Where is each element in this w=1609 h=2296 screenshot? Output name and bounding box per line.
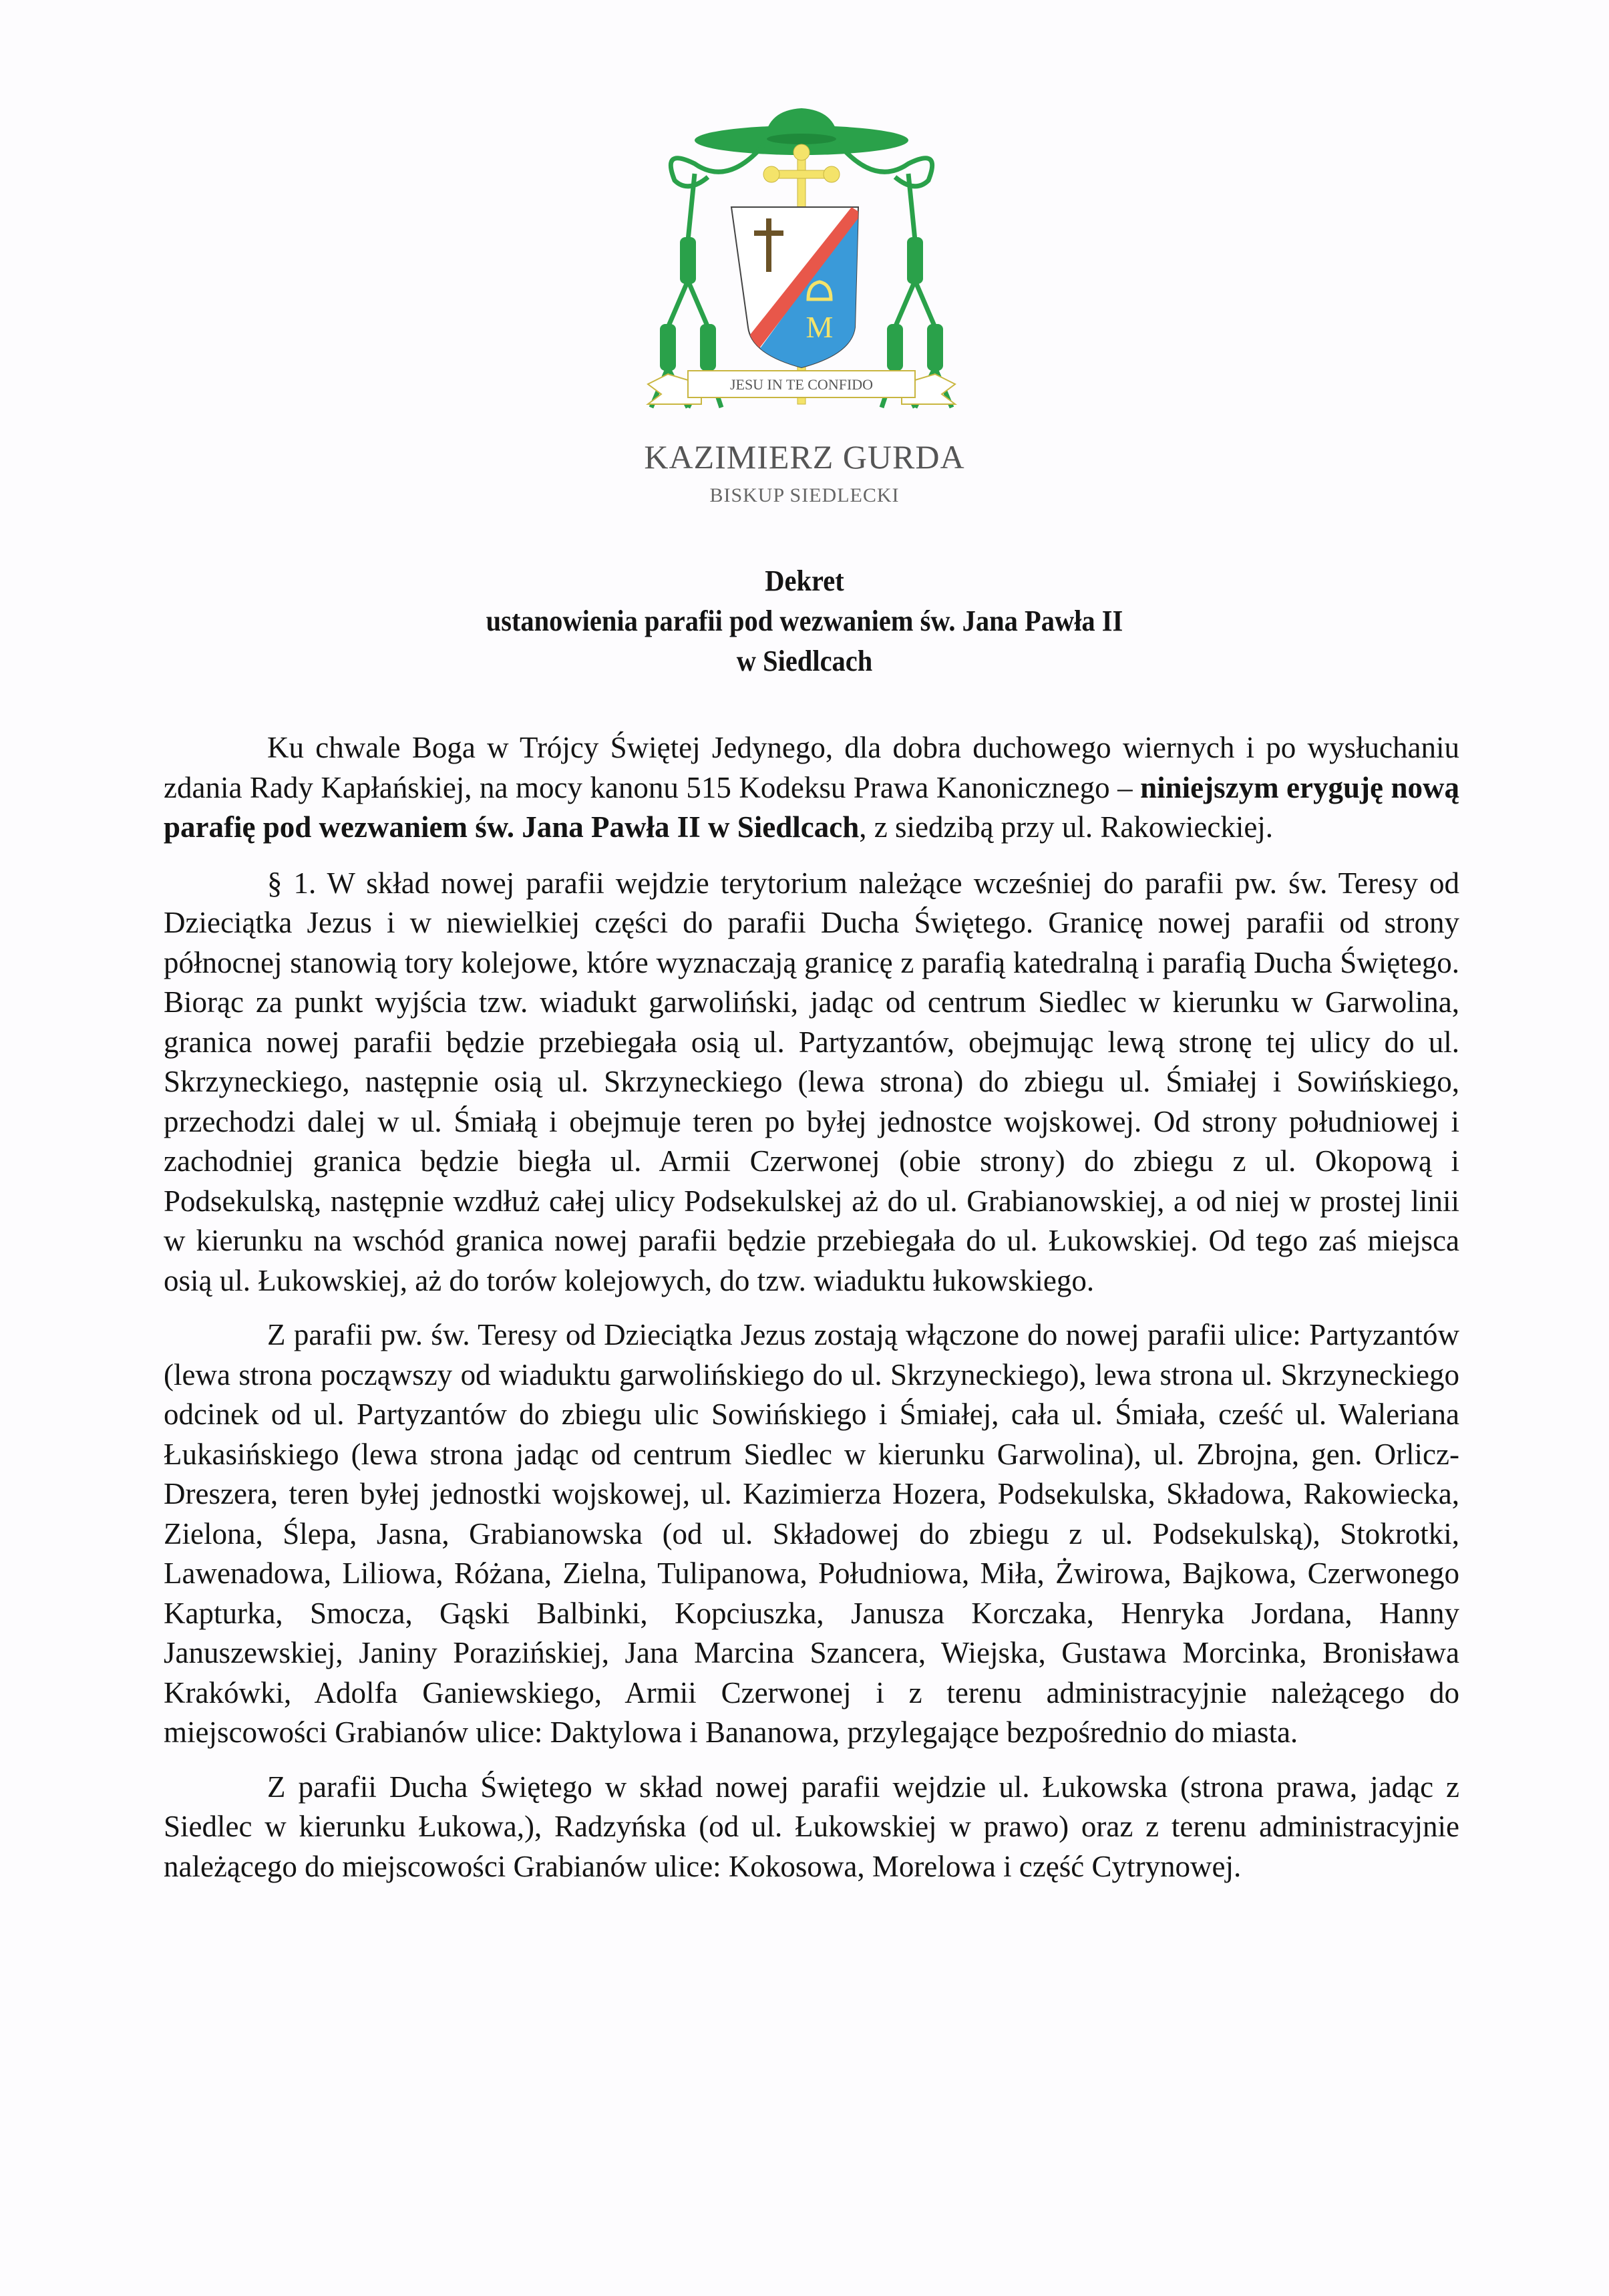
title-line-2: ustanowienia parafii pod wezwaniem św. Jana Pawła II <box>486 605 1123 637</box>
title-line-3: w Siedlcach <box>736 645 873 677</box>
paragraph-holy-spirit-streets: Z parafii Ducha Świętego w skład nowej parafii wejdzie ul. Łukowska (strona prawa, jadąc z Siedlec w kierunku Łukowa,), Radzyńska (od ul. Łukowskiej w prawo) oraz z terenu administracyjnie należącego do miejscowości Grabianów ulice: Kokosowa, Morelowa i część Cytrynowej. <box>164 1770 1459 1883</box>
coat-of-arms-image <box>621 87 982 414</box>
motto-text: JESU IN TE CONFIDO <box>729 376 874 393</box>
coat-of-arms <box>621 87 982 414</box>
title-line-1: Dekret <box>765 564 844 597</box>
author-title: BISKUP SIEDLECKI <box>709 484 900 506</box>
preamble-decree-bold: niniejszym eryguję nową parafię pod wezwaniem św. Jana Pawła II w Siedlcach <box>164 770 1459 844</box>
paragraph-teresa-streets: Z parafii pw. św. Teresy od Dzieciątka Jezus zostają włączone do nowej parafii ulice: Partyzantów (lewa strona począwszy od wiaduktu garwolińskiego do ul. Skrzyneckiego), lewa strona ul. Skrzyneckiego odcinek od ul. Partyzantów do zbiegu ulic Sowińskiego i Śmiałej, cała ul. Śmiała, cześć ul. Waleriana Łukasińskiego (lewa strona jadąc od centrum Siedlec w kierunku Garwolina), ul. Zbrojna, gen. Orlicz-Dreszera, teren byłej jednostki wojskowej, ul. Kazimierza Hozera, Podsekulska, Składowa, Rakowiecka, Zielona, Ślepa, Jasna, Grabianowska (od ul. Składowej do zbiegu z ul. Podsekulską), Stokrotki, Lawenadowa, Liliowa, Różana, Zielna, Tulipanowa, Południowa, Miła, Żwirowa, Bajkowa, Czerwonego Kapturka, Smocza, Gąski Balbinki, Kopciuszka, Janusza Korczaka, Henryka Jordana, Hanny Januszewskiej, Janiny Porazińskiej, Jana Marcina Szancera, Wiejska, Gustawa Morcinka, Bronisława Krakówki, Adolfa Ganiewskiego, Armii Czerwonej i z terenu administracyjnie należącego do miejscowości Grabianów ulice: Daktylowa i Bananowa, przylegające bezpośrednio do miasta. <box>164 1318 1459 1749</box>
author-name: KAZIMIERZ GURDA <box>644 438 965 476</box>
preamble-text-b: , z siedzibą przy ul. Rakowieckiej. <box>859 810 1274 844</box>
paragraph-preamble <box>164 728 1459 848</box>
shield-icon <box>731 207 862 374</box>
svg-text:M: M <box>806 310 834 344</box>
preamble-text-a: Ku chwale Boga w Trójcy Świętej Jedynego, dla dobra duchowego wiernych i po wysłuchaniu zdania Rady Kapłańskiej, na mocy kanonu 515 Kodeksu Prawa Kanonicznego – <box>164 731 1459 804</box>
document-title <box>64 561 1544 681</box>
document-body <box>164 728 1459 1901</box>
paragraph-section-1: § 1. W skład nowej parafii wejdzie terytorium należące wcześniej do parafii pw. św. Teresy od Dzieciątka Jezus i w niewielkiej części do parafii Ducha Świętego. Granicę nowej parafii od strony północnej stanowią tory kolejowe, które wyznaczają granicę z parafią katedralną i parafią Ducha Świętego. Biorąc za punkt wyjścia tzw. wiadukt garwoliński, jadąc od centrum Siedlec w kierunku w Garwolina, granica nowej parafii będzie przebiegała osią ul. Partyzantów, obejmując lewą stronę tej ulicy do ul. Skrzyneckiego, następnie osią ul. Skrzyneckiego (lewa strona) do zbiegu ul. Śmiałej i Sowińskiego, przechodzi dalej w ul. Śmiałą i obejmuje teren po byłej jednostce wojskowej. Od strony południowej i zachodniej granica będzie biegła ul. Armii Czerwonej (obie strony) do zbiegu z ul. Okopową i Podsekulską, następnie wzdłuż całej ulicy Podsekulskej aż do ul. Grabianowskiej, a od niej w prostej linii w kierunku na wschód granica nowej parafii będzie przebiegała do ul. Łukowskiej. Od tego zaś miejsca osią ul. Łukowskiej, aż do torów kolejowych, do tzw. wiaduktu łukowskiego. <box>164 866 1459 1297</box>
